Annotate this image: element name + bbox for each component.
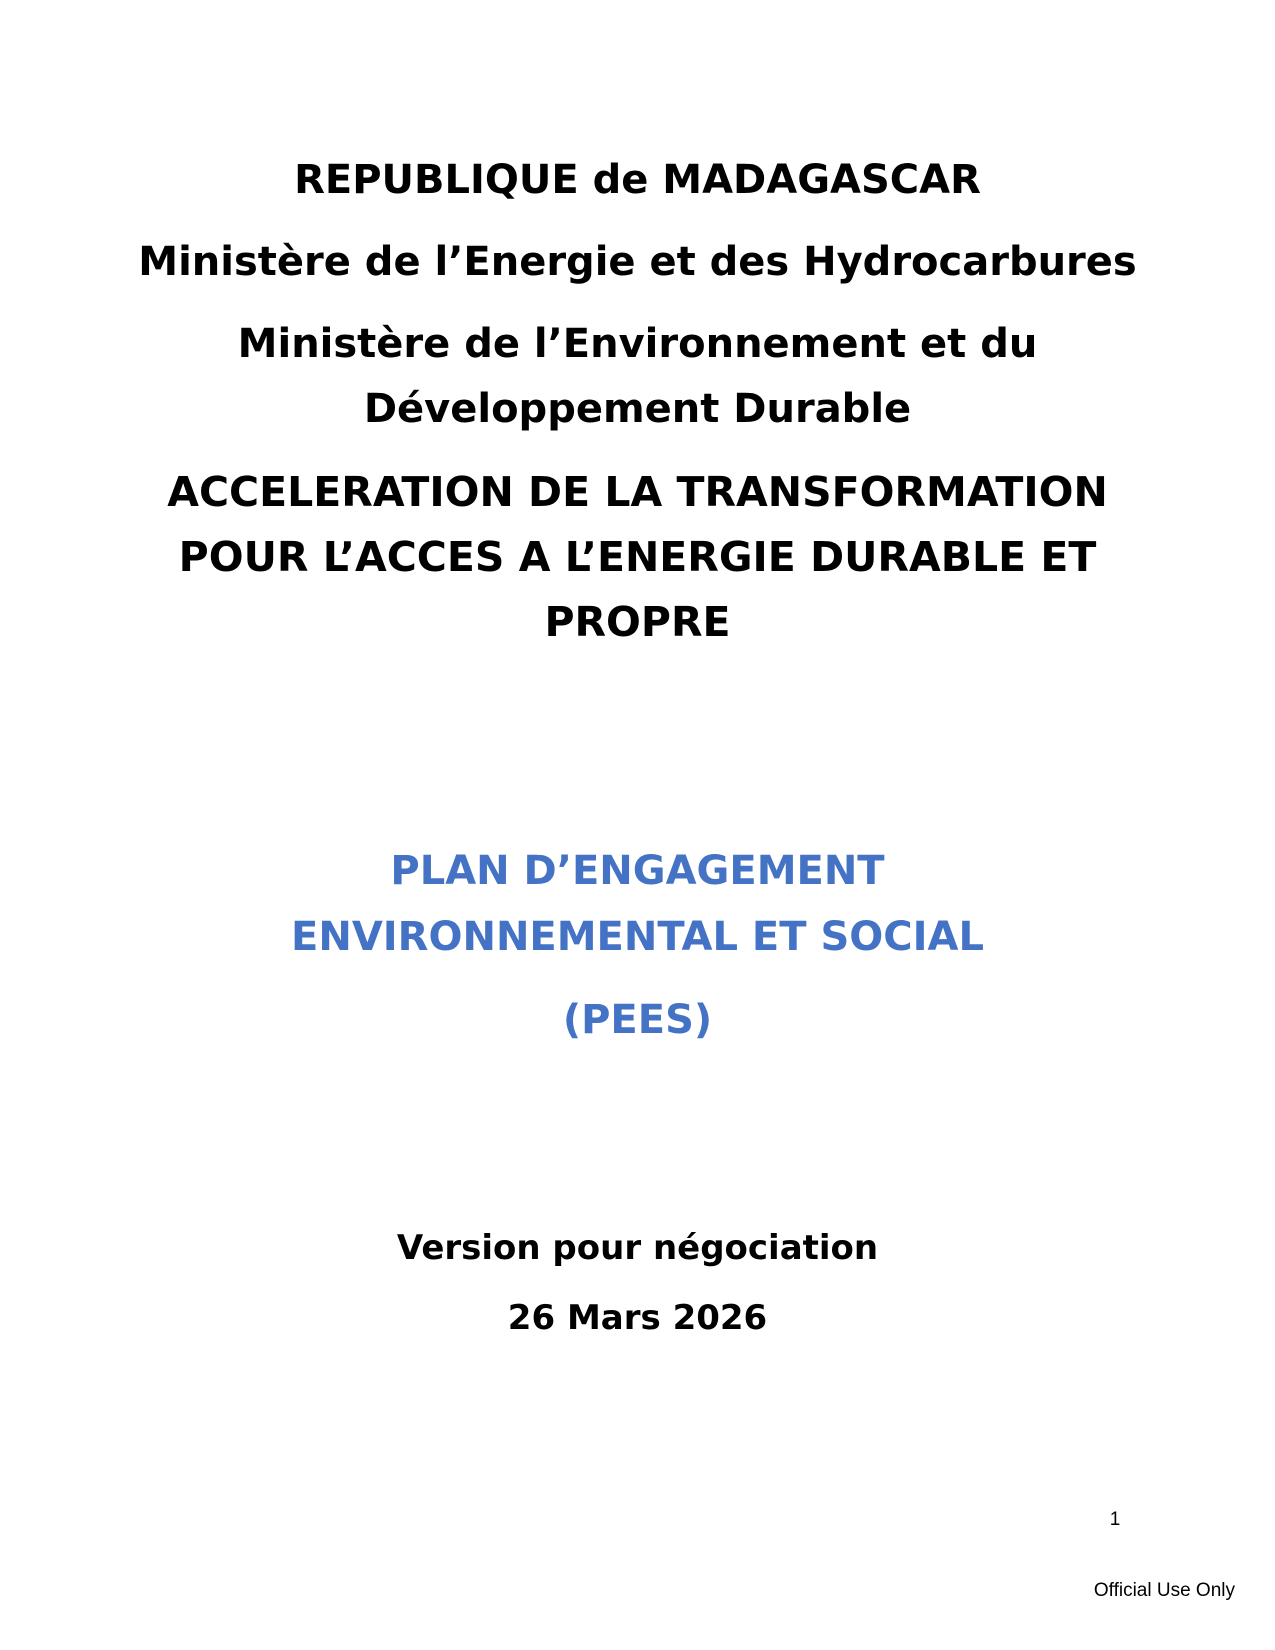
- document-title-line2: ENVIRONNEMENTAL ET SOCIAL: [291, 914, 984, 960]
- page-number: 1: [1109, 1509, 1121, 1530]
- document-date: 26 Mars 2026: [507, 1298, 768, 1338]
- ministry-energy-heading: Ministère de l’Energie et des Hydrocarbures: [138, 239, 1137, 285]
- ministry-environment-heading-line1: Ministère de l’Environnement et du: [237, 321, 1038, 367]
- project-title-line3: PROPRE: [544, 598, 731, 646]
- project-title-line1: ACCELERATION DE LA TRANSFORMATION: [167, 468, 1108, 516]
- ministry-environment-heading-line2: Développement Durable: [363, 386, 912, 432]
- document-title-line1: PLAN D’ENGAGEMENT: [390, 848, 885, 894]
- version-label: Version pour négociation: [396, 1228, 879, 1268]
- classification-footer: Official Use Only: [1093, 1580, 1235, 1601]
- project-title-line2: POUR L’ACCES A L’ENERGIE DURABLE ET: [178, 533, 1097, 581]
- republic-heading: REPUBLIQUE de MADAGASCAR: [294, 157, 981, 203]
- document-acronym: (PEES): [562, 997, 713, 1043]
